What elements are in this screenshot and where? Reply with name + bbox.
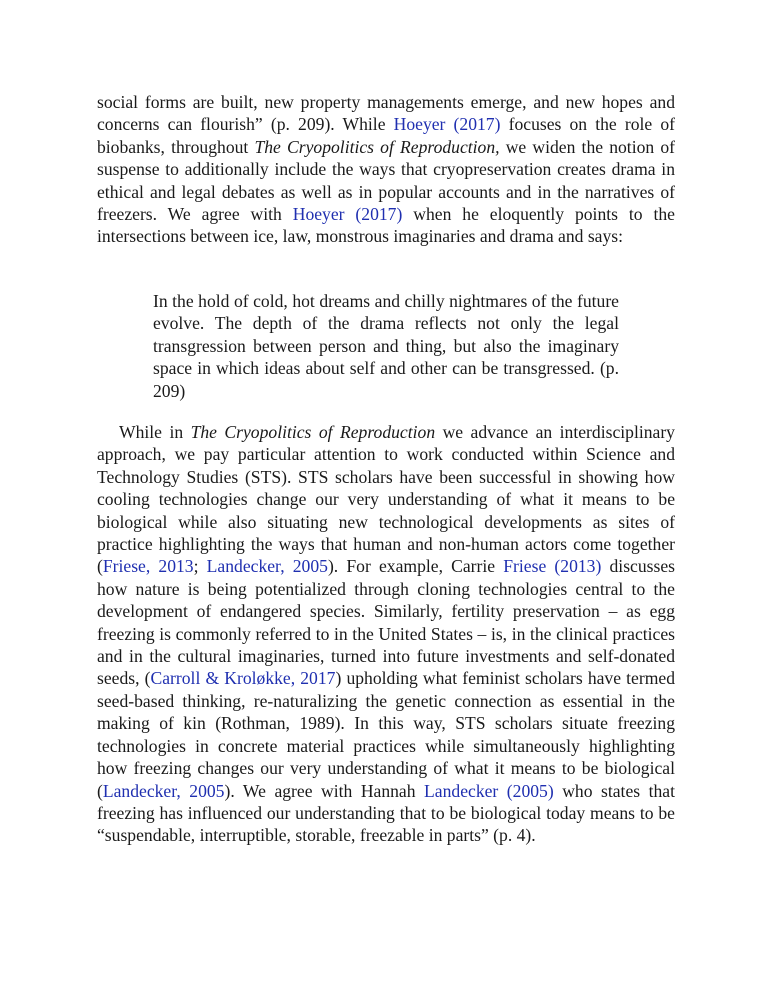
paragraph-2 [97,421,675,847]
text-run: ). We agree with Hannah [224,780,425,801]
text-run: ). For example, Carrie [327,556,504,577]
text-run: discusses how nature is being potentialized through cloning technologies central to the development of endangered species. Similarly, fertility preservation – as egg freezing is commonly referred to in the United States – is, in the clinical practices and in the cultural imaginaries, turned into future investments and self-donated seeds, ( [97,556,675,689]
citation-link[interactable]: Landecker (2005) [424,780,554,801]
text-run: focuses on the role of biobanks, throughout [97,114,675,157]
text-run: ) upholding what feminist scholars have termed seed-based thinking, re-naturalizing the genetic connection as essential in the making of kin (Rothman, 1989). In this way, STS scholars situate freezing technologies in concrete material practices while simultaneously highlighting how freezing changes our very understanding of what it means to be biological ( [97,668,676,801]
text-run: While in [119,422,191,442]
book-title: The Cryopolitics of Reproduction [190,422,436,442]
citation-link[interactable]: Hoeyer (2017) [393,114,501,135]
citation-link[interactable]: Landecker, 2005 [206,556,328,577]
text-run: ; [193,556,207,577]
text-run: when he eloquently points to the intersections between ice, law, monstrous imaginaries and drama and says: [97,204,675,247]
book-title: The Cryopolitics of Reproduction, [254,136,500,157]
text-run: we widen the notion of suspense to additionally include the ways that cryopreservation creates drama in ethical and legal debates as well as in popular accounts and in the narratives of freezers. We agree with [97,136,675,225]
citation-link[interactable]: Landecker, 2005 [102,780,225,801]
block-quote: In the hold of cold, hot dreams and chilly nightmares of the future evolve. The depth of the drama reflects not only the legal transgression between person and thing, but also the imaginary space in which ideas about self and other can be transgressed. (p. 209) [153,291,619,401]
citation-link[interactable]: Friese, 2013 [102,556,194,577]
text-run: social forms are built, new property managements emerge, and new hopes and concerns can flourish” (p. 209). While [97,92,675,135]
citation-link[interactable]: Carroll & Kroløkke, 2017 [150,668,336,689]
citation-link[interactable]: Hoeyer (2017) [292,204,403,225]
citation-link[interactable]: Friese (2013) [503,556,602,577]
paragraph-1 [97,91,675,248]
text-run: we advance an interdisciplinary approach, we pay particular attention to work conducted within Science and Technology Studies (STS). STS scholars have been successful in showing how cooling technologies change our very understanding of what it means to be biological while also situating new technological developments as sites of practice highlighting the ways that human and non-human actors come together ( [97,422,675,577]
text-run: who states that freezing has influenced our understanding that to be biological today means to be “suspendable, interruptible, storable, freezable in parts” (p. 4). [97,780,675,846]
